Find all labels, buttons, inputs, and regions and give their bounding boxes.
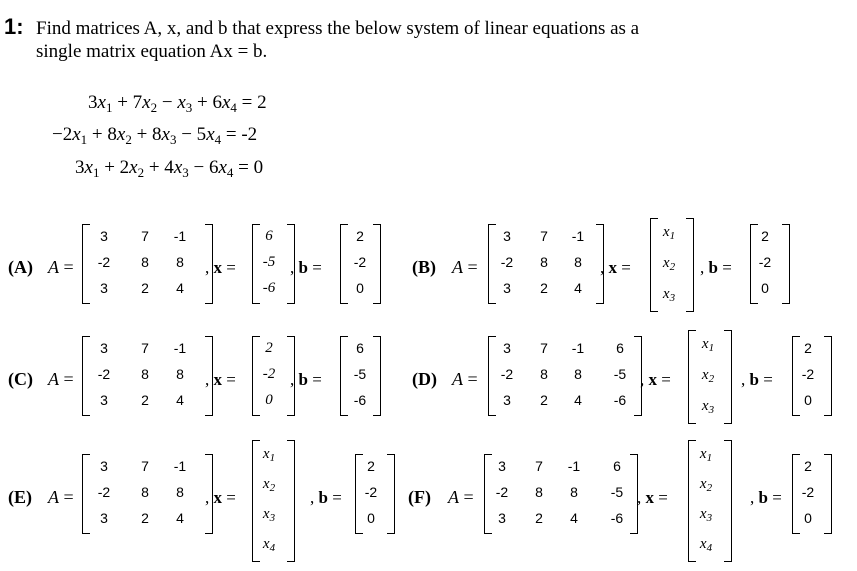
option-a-matrix-A-cell: 3 [100,228,108,244]
option-b-matrix-A-cell: 3 [503,228,511,244]
option-f-matrix-A-cell: 4 [570,510,578,526]
option-c-vector-b-cell: -5 [353,366,367,382]
option-d-vector-b-cell: 0 [804,392,812,408]
option-f-vector-x-cell: $x_4$ [699,536,713,554]
option-e-matrix-A-cell: 8 [176,484,184,500]
option-c-matrix-A-cell: 7 [141,340,149,356]
option-f-A-label: A = [448,487,474,507]
option-d-matrix-A-cell: 3 [503,392,511,408]
option-b-vector-b-cell: -2 [758,254,772,270]
option-a-x-label: , x = [205,258,236,277]
question-prompt-line-2: single matrix equation Ax = b. [36,41,268,62]
option-c-A-label: A = [48,369,74,389]
option-e-vector-x-cell: $x_2$ [262,476,276,494]
option-d-matrix-A-cell: 2 [540,392,548,408]
option-a-matrix-A-cell: 4 [176,280,184,296]
option-d-matrix-A-cell: 8 [540,366,548,382]
option-b-matrix-A-cell: -1 [571,228,585,244]
option-e-vector-b-cell: 2 [367,458,375,474]
equation-2: $-2x_1 + 8x_2 + 8x_3 - 5x_4 = -2$ [52,124,258,147]
option-f-matrix-A-cell: 7 [535,458,543,474]
option-c-vector-x-cell: -2 [262,366,276,382]
option-e-matrix-A-cell: 3 [100,458,108,474]
option-a-vector-b-cell: 2 [356,228,364,244]
option-f-matrix-A-cell: -1 [567,458,581,474]
option-e-matrix-A-cell: 2 [141,510,149,526]
option-e-matrix-A-cell: 3 [100,510,108,526]
option-c-matrix-A-cell: 8 [176,366,184,382]
option-f-matrix-A-cell: 3 [498,510,506,526]
option-f-matrix-A-cell: 8 [535,484,543,500]
option-a-vector-x-cell: 6 [265,228,273,244]
option-d-matrix-A-cell: -1 [571,340,585,356]
option-b-b-label: , b = [700,258,732,277]
option-f-vector-x-cell: $x_2$ [699,476,713,494]
option-b-matrix-A-cell: -2 [500,254,514,270]
option-c-vector-b-cell: -6 [353,392,367,408]
option-f-matrix-A-cell: -6 [610,510,624,526]
option-c-matrix-A-cell: 2 [141,392,149,408]
option-c-matrix-A-cell: 3 [100,340,108,356]
option-e-x-label: , x = [205,488,236,507]
option-c-vector-x-cell: 0 [265,392,273,408]
option-b-matrix-A-cell: 2 [540,280,548,296]
option-a-vector-b-cell: -2 [353,254,367,270]
option-c-matrix-A-cell: 3 [100,392,108,408]
option-c-vector-b-cell: 6 [356,340,364,356]
option-e-A-label: A = [48,487,74,507]
option-b-vector-x-cell: $x_2$ [662,255,676,273]
option-e-vector-x-cell: $x_4$ [262,536,276,554]
option-f-matrix-A-cell: 3 [498,458,506,474]
option-a-letter: (A) [8,257,33,277]
option-a-vector-x-cell: -5 [262,254,276,270]
option-e-matrix-A-cell: 7 [141,458,149,474]
option-c-matrix-A-cell: 8 [141,366,149,382]
option-a-matrix-A-cell: -2 [97,254,111,270]
option-b-matrix-A-cell: 4 [574,280,582,296]
option-d-vector-x-cell: $x_2$ [701,367,715,385]
option-b-letter: (B) [412,257,436,277]
option-f-matrix-A-cell: -2 [495,484,509,500]
option-f-vector-b-cell: 2 [804,458,812,474]
option-f-matrix-A-cell: 6 [613,458,621,474]
option-e-letter: (E) [8,487,32,507]
option-b-matrix-A-cell: 8 [540,254,548,270]
option-a-matrix-A-cell: -1 [173,228,187,244]
option-f-matrix-A-cell: 2 [535,510,543,526]
option-b-vector-b-cell: 2 [761,228,769,244]
option-a-A-label: A = [48,257,74,277]
option-e-matrix-A-cell: -1 [173,458,187,474]
option-e-matrix-A-cell: 8 [141,484,149,500]
option-c-matrix-A-cell: -1 [173,340,187,356]
option-f-matrix-A-cell: -5 [610,484,624,500]
option-d-matrix-A-cell: 4 [574,392,582,408]
option-e-matrix-A-cell: 4 [176,510,184,526]
option-c-vector-x-cell: 2 [265,340,273,356]
option-d-x-label: , x = [640,370,671,389]
option-d-matrix-A-cell: -2 [500,366,514,382]
option-d-vector-x-cell: $x_1$ [701,336,715,355]
option-a-matrix-A-cell: 3 [100,280,108,296]
option-d-A-label: A = [452,369,478,389]
option-b-vector-x-cell: $x_1$ [662,224,676,243]
option-f-vector-b-cell: -2 [801,484,815,500]
option-f-b-label: , b = [750,488,782,507]
equation-3: $3x_1 + 2x_2 + 4x_3 - 6x_4 = 0$ [75,157,264,180]
option-b-vector-x-cell: $x_3$ [662,285,676,304]
option-d-vector-b-cell: -2 [801,366,815,382]
option-c-letter: (C) [8,369,33,389]
question-prompt-line-1: Find matrices A, x, and b that express the below system of linear equations as a [36,18,640,39]
option-b-A-label: A = [452,257,478,277]
option-e-vector-x-cell: $x_1$ [262,446,276,464]
option-f-vector-x-cell: $x_1$ [699,446,713,464]
option-f-x-label: , x = [637,488,668,507]
option-d-matrix-A-cell: 7 [540,340,548,356]
option-b-matrix-A-cell: 8 [574,254,582,270]
option-a-vector-b-cell: 0 [356,280,364,296]
option-d-letter: (D) [412,369,437,389]
option-d-matrix-A-cell: 6 [616,340,624,356]
option-e-matrix-A-cell: -2 [97,484,111,500]
option-a-b-label: , b = [290,258,322,277]
option-b-matrix-A-cell: 7 [540,228,548,244]
equation-1: $3x_1 + 7x_2 - x_3 + 6x_4 = 2$ [88,92,267,115]
option-f-letter: (F) [408,487,431,507]
option-f-matrix-A-cell: 8 [570,484,578,500]
option-e-vector-b-cell: -2 [364,484,378,500]
option-a-matrix-A-cell: 7 [141,228,149,244]
question-number: 1: [4,14,24,39]
option-e-vector-b-cell: 0 [367,510,375,526]
option-a-matrix-A-cell: 2 [141,280,149,296]
option-d-matrix-A-cell: 3 [503,340,511,356]
option-a-vector-x-cell: -6 [262,280,276,296]
option-d-b-label: , b = [741,370,773,389]
option-d-vector-b-cell: 2 [804,340,812,356]
option-d-matrix-A-cell: -5 [613,366,627,382]
option-e-b-label: , b = [310,488,342,507]
option-b-matrix-A-cell: 3 [503,280,511,296]
option-c-matrix-A-cell: -2 [97,366,111,382]
option-d-matrix-A-cell: 8 [574,366,582,382]
option-e-vector-x-cell: $x_3$ [262,506,276,524]
option-a-matrix-A-cell: 8 [141,254,149,270]
option-c-b-label: , b = [290,370,322,389]
option-c-matrix-A-cell: 4 [176,392,184,408]
option-b-x-label: , x = [600,258,631,277]
option-b-vector-b-cell: 0 [761,280,769,296]
option-f-vector-b-cell: 0 [804,510,812,526]
option-d-vector-x-cell: $x_3$ [701,397,715,416]
option-a-matrix-A-cell: 8 [176,254,184,270]
option-c-x-label: , x = [205,370,236,389]
option-f-vector-x-cell: $x_3$ [699,506,713,524]
option-d-matrix-A-cell: -6 [613,392,627,408]
